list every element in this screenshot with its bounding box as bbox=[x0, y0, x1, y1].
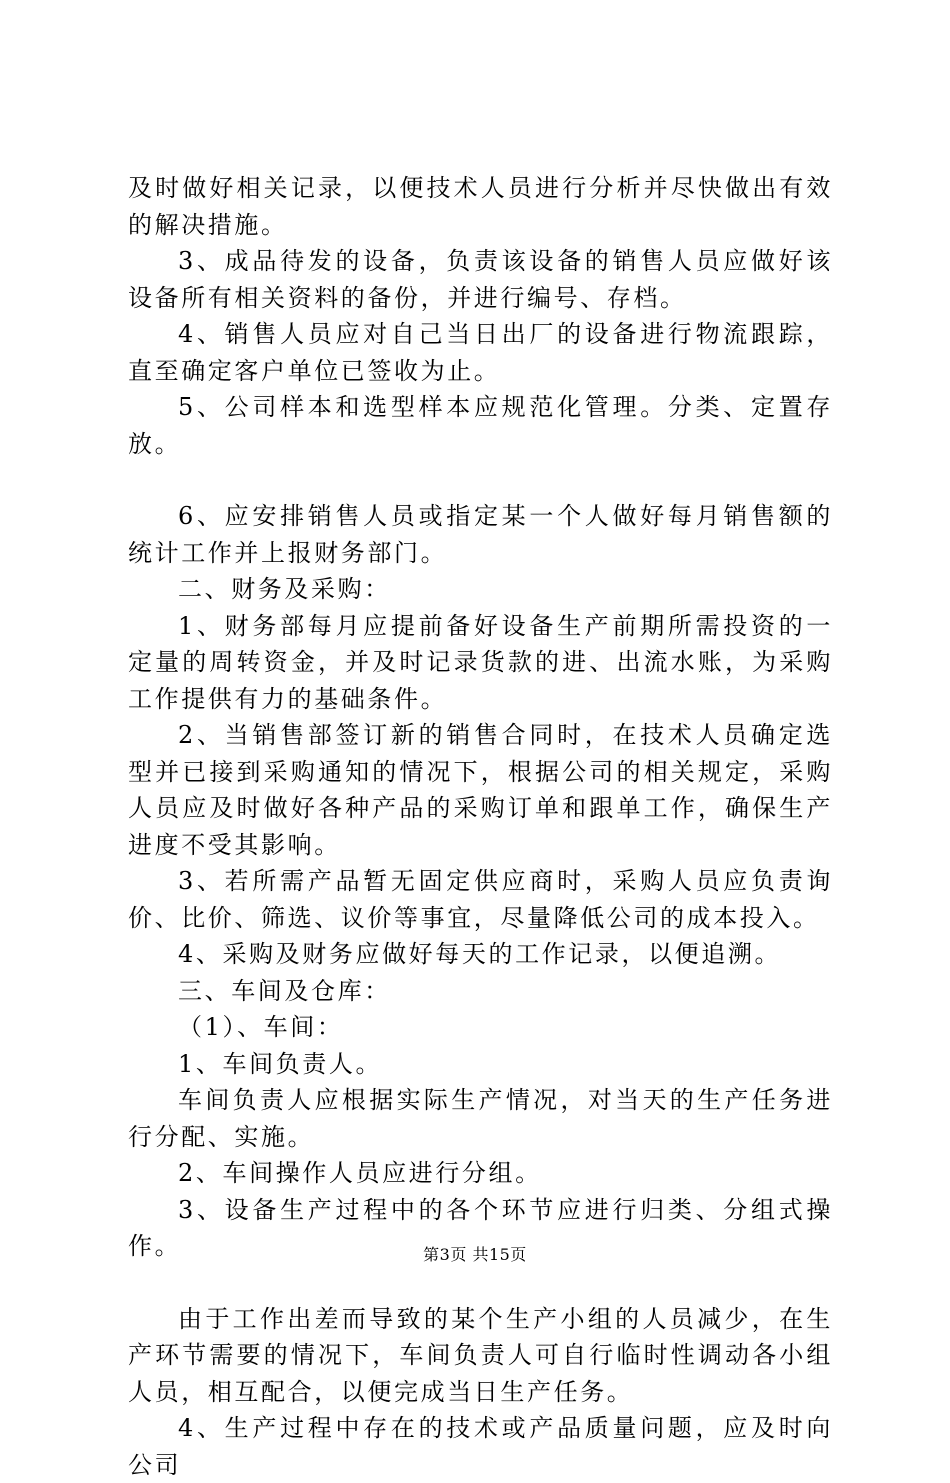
paragraph-workshop-staffing: 由于工作出差而导致的某个生产小组的人员减少，在生产环节需要的情况下，车间负责人可自行临时性调动各小组人员，相互配合，以便完成当日生产任务。 bbox=[128, 1304, 833, 1406]
paragraph-finance-item-4: 4、采购及财务应做好每天的工作记录，以便追溯。 bbox=[178, 940, 782, 968]
paragraph-finance-item-3: 3、若所需产品暂无固定供应商时，采购人员应负责询价、比价、筛选、议价等事宜，尽量降低公司的成本投入。 bbox=[128, 867, 833, 932]
paragraph-sales-item-4: 4、销售人员应对自己当日出厂的设备进行物流跟踪，直至确定客户单位已签收为止。 bbox=[128, 320, 833, 385]
document-body bbox=[128, 170, 833, 1483]
section-heading-workshop-warehouse: 三、车间及仓库： bbox=[178, 976, 391, 1005]
paragraph-workshop-item-4: 4、生产过程中存在的技术或产品质量问题，应及时向公司 bbox=[128, 1414, 833, 1479]
paragraph-workshop-item-1: 1、车间负责人。 bbox=[178, 1049, 383, 1078]
paragraph-workshop-lead-duty: 车间负责人应根据实际生产情况，对当天的生产任务进行分配、实施。 bbox=[128, 1086, 833, 1151]
paragraph-workshop-item-3: 3、设备生产过程中的各个环节应进行归类、分组式操作。 bbox=[128, 1195, 833, 1260]
paragraph-finance-item-1: 1、财务部每月应提前备好设备生产前期所需投资的一定量的周转资金，并及时记录货款的进、出流水账，为采购工作提供有力的基础条件。 bbox=[128, 611, 833, 713]
subsection-heading-workshop: （1）、车间： bbox=[178, 1013, 344, 1041]
paragraph-sales-item-3: 3、成品待发的设备，负责该设备的销售人员应做好该设备所有相关资料的备份，并进行编号、存档。 bbox=[128, 247, 833, 312]
paragraph-continuation: 及时做好相关记录，以便技术人员进行分析并尽快做出有效的解决措施。 bbox=[128, 174, 833, 239]
paragraph-workshop-item-2: 2、车间操作人员应进行分组。 bbox=[178, 1159, 542, 1187]
section-heading-finance-purchasing: 二、财务及采购： bbox=[178, 575, 391, 603]
paragraph-finance-item-2: 2、当销售部签订新的销售合同时，在技术人员确定选型并已接到采购通知的情况下，根据公司的相关规定，采购人员应及时做好各种产品的采购订单和跟单工作，确保生产进度不受其影响。 bbox=[128, 721, 833, 859]
page-number-footer: 第3页 共15页 bbox=[423, 1245, 527, 1264]
paragraph-sales-item-5: 5、公司样本和选型样本应规范化管理。分类、定置存放。 bbox=[128, 393, 833, 458]
paragraph-sales-item-6: 6、应安排销售人员或指定某一个人做好每月销售额的统计工作并上报财务部门。 bbox=[128, 502, 833, 567]
